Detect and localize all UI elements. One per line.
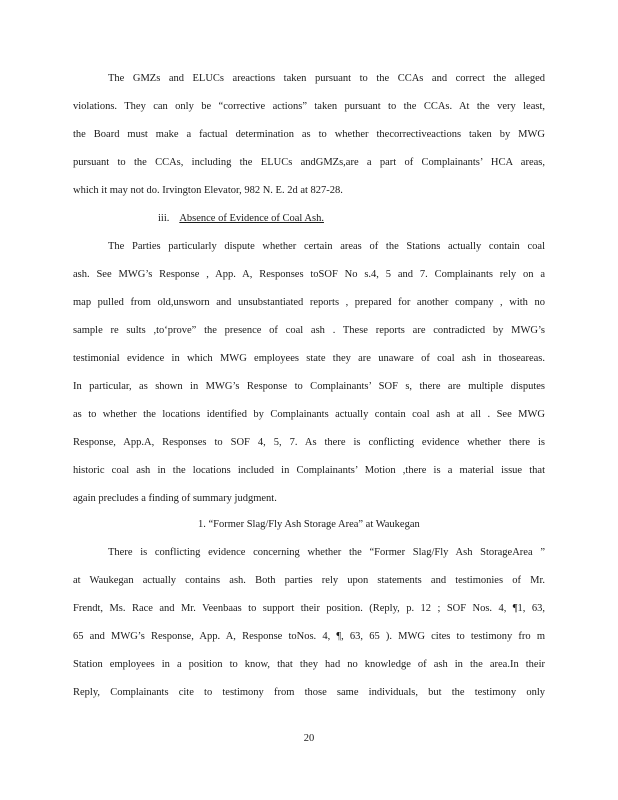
paragraph-2-line-3: map pulled from old,unsworn and unsubstantiated reports , prepared for another company , with no (73, 297, 545, 308)
paragraph-2-line-2: ash. See MWG’s Response , App. A, Responses toSOF No s.4, 5 and 7. Complainants rely on a (73, 269, 545, 280)
paragraph-3-line-3: Frendt, Ms. Race and Mr. Veenbaas to support their position. (Reply, p. 12 ; SOF Nos. 4, ¶1, 63, (73, 603, 545, 614)
paragraph-2-line-10: again precludes a finding of summary judgment. (73, 493, 277, 504)
paragraph-3-line-5: Station employees in a position to know, that they had no knowledge of ash in the area.In their (73, 659, 545, 670)
paragraph-2-line-4: sample re sults ,to‘prove” the presence of coal ash . These reports are contradicted by MWG’s (73, 325, 545, 336)
paragraph-3-line-6: Reply, Complainants cite to testimony from those same individuals, but the testimony only (73, 687, 545, 698)
paragraph-2-line-9: historic coal ash in the locations included in Complainants’ Motion ,there is a material issue that (73, 465, 545, 476)
paragraph-3-line-1: There is conflicting evidence concerning whether the “Former Slag/Fly Ash StorageArea ” (108, 547, 545, 558)
paragraph-1-line-5: which it may not do. Irvington Elevator, 982 N. E. 2d at 827-28. (73, 185, 343, 196)
paragraph-3-line-4: 65 and MWG’s Response, App. A, Response toNos. 4, ¶, 63, 65 ). MWG cites to testimony fro m (73, 631, 545, 642)
section-heading-iii (158, 212, 324, 226)
paragraph-1-line-4: pursuant to the CCAs, including the ELUCs andGMZs,are a part of Complainants’ HCA areas, (73, 157, 545, 168)
subsection-heading-1: 1. “Former Slag/Fly Ash Storage Area” at Waukegan (198, 519, 420, 530)
paragraph-1-line-1: The GMZs and ELUCs areactions taken pursuant to the CCAs and correct the alleged (108, 73, 545, 84)
paragraph-1-line-2: violations. They can only be “corrective actions” taken pursuant to the CCAs. At the very least, (73, 101, 545, 112)
paragraph-3-line-2: at Waukegan actually contains ash. Both parties rely upon statements and testimonies of Mr. (73, 575, 545, 586)
paragraph-2-line-6: In particular, as shown in MWG’s Response to Complainants’ SOF s, there are multiple disputes (73, 381, 545, 392)
paragraph-1-line-3: the Board must make a factual determination as to whether thecorrectiveactions taken by MWG (73, 129, 545, 140)
page-number: 20 (303, 733, 315, 744)
paragraph-2-line-8: Response, App.A, Responses to SOF 4, 5, 7. As there is conflicting evidence whether there is (73, 437, 545, 448)
section-number: iii. (158, 213, 170, 224)
paragraph-2-line-7: as to whether the locations identified by Complainants actually contain coal ash at all . See MWG (73, 409, 545, 420)
section-title: Absence of Evidence of Coal Ash. (179, 213, 324, 224)
paragraph-2-line-5: testimonial evidence in which MWG employees state they are unaware of coal ash in thoseareas. (73, 353, 545, 364)
paragraph-2-line-1: The Parties particularly dispute whether certain areas of the Stations actually contain coal (108, 241, 545, 252)
